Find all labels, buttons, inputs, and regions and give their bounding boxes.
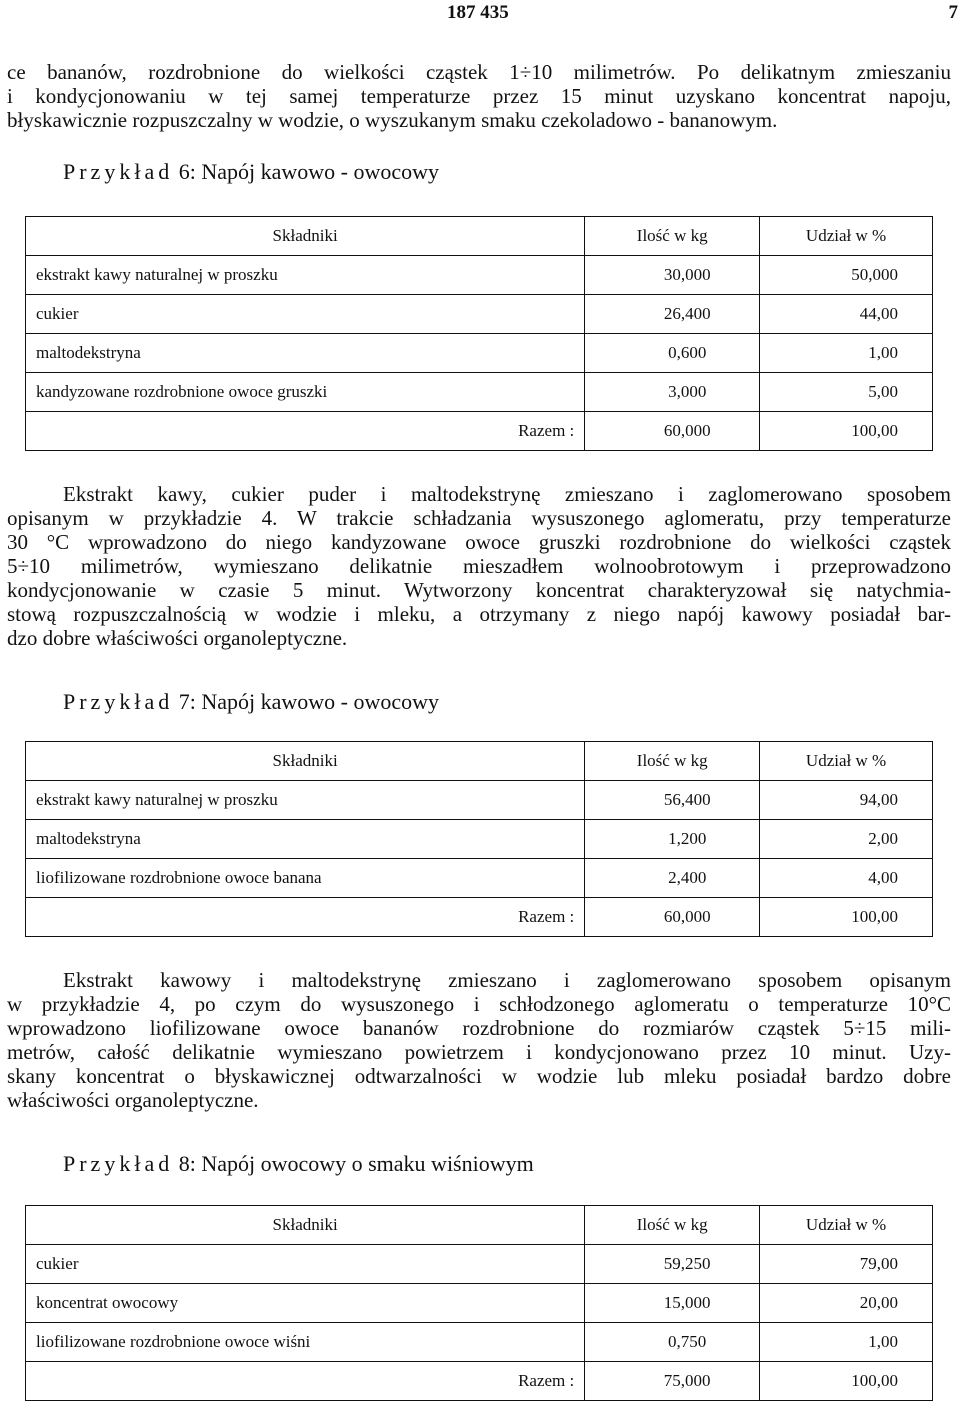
ingredient-name: koncentrat owocowy (26, 1284, 585, 1323)
table-row (26, 373, 933, 412)
ingredient-name: cukier (26, 295, 585, 334)
text-line: w przykładzie 4, po czym do wysuszonego i schłodzonego aglomeratu o temperaturze 10°C (7, 992, 951, 1016)
text-line: metrów, całość delikatnie wymieszano powietrzem i kondycjonowano przez 10 minut. Uzy- (7, 1040, 951, 1064)
ingredient-name: liofilizowane rozdrobnione owoce wiśni (26, 1323, 585, 1362)
text-line: właściwości organoleptyczne. (7, 1088, 259, 1112)
example-label: Przykład (63, 1151, 174, 1176)
share-pct: 1,00 (760, 334, 933, 373)
total-label: Razem : (26, 898, 585, 937)
example-title: 8: Napój owocowy o smaku wiśniowym (178, 1151, 534, 1176)
table-header-row (26, 742, 933, 781)
example-6-heading (63, 159, 439, 185)
example-title: 7: Napój kawowo - owocowy (178, 689, 439, 714)
total-kg: 60,000 (585, 898, 760, 937)
share-pct: 79,00 (760, 1245, 933, 1284)
total-label: Razem : (26, 1362, 585, 1401)
text-line: dzo dobre właściwości organoleptyczne. (7, 626, 348, 650)
col-header: Udział w % (760, 742, 933, 781)
amount-kg: 30,000 (585, 256, 760, 295)
ingredient-name: ekstrakt kawy naturalnej w proszku (26, 781, 585, 820)
ingredient-name: kandyzowane rozdrobnione owoce gruszki (26, 373, 585, 412)
amount-kg: 15,000 (585, 1284, 760, 1323)
amount-kg: 3,000 (585, 373, 760, 412)
share-pct: 1,00 (760, 1323, 933, 1362)
example-label: Przykład (63, 689, 174, 714)
amount-kg: 1,200 (585, 820, 760, 859)
ingredient-name: maltodekstryna (26, 334, 585, 373)
total-kg: 75,000 (585, 1362, 760, 1401)
col-header: Składniki (26, 742, 585, 781)
share-pct: 2,00 (760, 820, 933, 859)
col-header: Ilość w kg (585, 1206, 760, 1245)
intro-paragraph (7, 60, 951, 132)
table-row (26, 1284, 933, 1323)
share-pct: 44,00 (760, 295, 933, 334)
text-line: 5÷10 milimetrów, wymieszano delikatnie mieszadłem wolnoobrotowym i przeprowadzono (7, 554, 951, 578)
table-row (26, 1245, 933, 1284)
amount-kg: 59,250 (585, 1245, 760, 1284)
text-line: błyskawicznie rozpuszczalny w wodzie, o wyszukanym smaku czekoladowo - bananowym. (7, 108, 778, 132)
amount-kg: 0,750 (585, 1323, 760, 1362)
total-kg: 60,000 (585, 412, 760, 451)
amount-kg: 0,600 (585, 334, 760, 373)
ingredient-name: maltodekstryna (26, 820, 585, 859)
ingredient-name: liofilizowane rozdrobnione owoce banana (26, 859, 585, 898)
table-row (26, 1323, 933, 1362)
page-number: 187 435 (447, 2, 509, 23)
amount-kg: 2,400 (585, 859, 760, 898)
total-pct: 100,00 (760, 898, 933, 937)
table-total-row (26, 1362, 933, 1401)
example-7-paragraph (7, 968, 951, 1112)
text-line: skany koncentrat o błyskawicznej odtwarzalności w wodzie lub mleku posiadał bardzo dobre (7, 1064, 951, 1088)
text-line: i kondycjonowaniu w tej samej temperaturze przez 15 minut uzyskano koncentrat napoju, (7, 84, 951, 108)
table-row (26, 256, 933, 295)
example-8-table (25, 1205, 933, 1401)
col-header: Ilość w kg (585, 217, 760, 256)
ingredient-name: ekstrakt kawy naturalnej w proszku (26, 256, 585, 295)
text-line: wprowadzono liofilizowane owoce bananów rozdrobnione do rozmiarów cząstek 5÷15 mili- (7, 1016, 951, 1040)
text-line: Ekstrakt kawy, cukier puder i maltodekstrynę zmieszano i zaglomerowano sposobem (63, 482, 951, 506)
side-number: 7 (948, 2, 958, 23)
example-title: 6: Napój kawowo - owocowy (178, 159, 439, 184)
table-total-row (26, 412, 933, 451)
table-total-row (26, 898, 933, 937)
text-line: 30 °C wprowadzono do niego kandyzowane owoce gruszki rozdrobnione do wielkości cząstek (7, 530, 951, 554)
table-row (26, 334, 933, 373)
example-6-table (25, 216, 933, 451)
example-7-table (25, 741, 933, 937)
ingredient-name: cukier (26, 1245, 585, 1284)
example-6-paragraph (7, 482, 951, 650)
example-7-heading (63, 689, 439, 715)
example-8-heading (63, 1151, 534, 1177)
col-header: Udział w % (760, 217, 933, 256)
col-header: Składniki (26, 1206, 585, 1245)
share-pct: 20,00 (760, 1284, 933, 1323)
share-pct: 5,00 (760, 373, 933, 412)
table-row (26, 295, 933, 334)
page-header (0, 0, 960, 30)
col-header: Udział w % (760, 1206, 933, 1245)
table-header-row (26, 1206, 933, 1245)
example-label: Przykład (63, 159, 174, 184)
table-row (26, 781, 933, 820)
text-line: Ekstrakt kawowy i maltodekstrynę zmieszano i zaglomerowano sposobem opisanym (63, 968, 951, 992)
total-pct: 100,00 (760, 1362, 933, 1401)
text-line: kondycjonowanie w czasie 5 minut. Wytworzony koncentrat charakteryzował się natychmia- (7, 578, 951, 602)
col-header: Ilość w kg (585, 742, 760, 781)
text-line: stową rozpuszczalnością w wodzie i mleku, a otrzymany z niego napój kawowy posiadał bar- (7, 602, 951, 626)
total-label: Razem : (26, 412, 585, 451)
table-row (26, 859, 933, 898)
amount-kg: 26,400 (585, 295, 760, 334)
col-header: Składniki (26, 217, 585, 256)
text-line: opisanym w przykładzie 4. W trakcie schładzania wysuszonego aglomeratu, przy temperaturze (7, 506, 951, 530)
table-header-row (26, 217, 933, 256)
table-row (26, 820, 933, 859)
share-pct: 94,00 (760, 781, 933, 820)
amount-kg: 56,400 (585, 781, 760, 820)
total-pct: 100,00 (760, 412, 933, 451)
share-pct: 4,00 (760, 859, 933, 898)
share-pct: 50,000 (760, 256, 933, 295)
text-line: ce bananów, rozdrobnione do wielkości cząstek 1÷10 milimetrów. Po delikatnym zmieszaniu (7, 60, 951, 84)
